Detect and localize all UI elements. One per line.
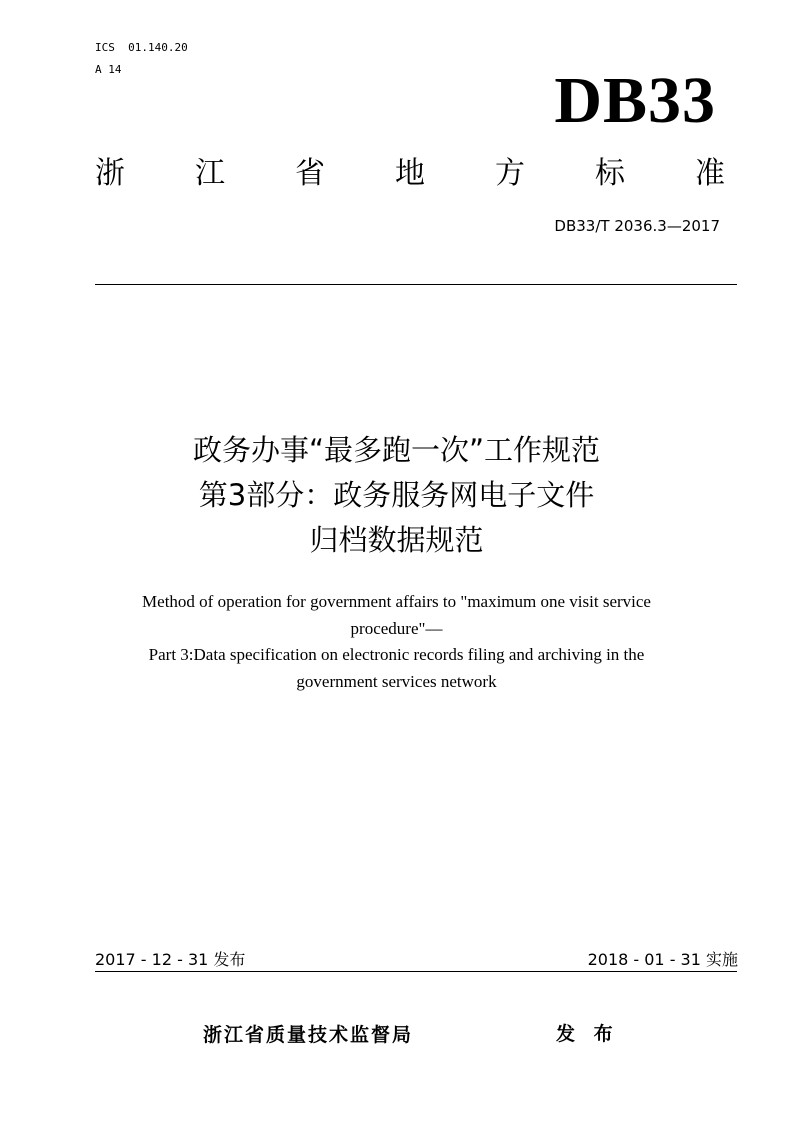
bottom-divider [95,971,737,972]
standard-type-char: 省 [295,156,325,191]
issue-label: 发 布 [556,1023,619,1045]
implementation-date: 2018 - 01 - 31 实施 [587,950,738,969]
ics-code: ICS 01.140.20 [95,41,188,54]
title-line-2: 第3部分：政务服务网电子文件 [198,478,595,512]
standard-code: DB33/T 2036.3—2017 [554,217,720,235]
classification-code: A 14 [95,63,122,76]
issue-date: 2017 - 12 - 31 发布 [95,950,246,969]
standard-type-char: 地 [395,156,425,191]
english-title-line-4: government services network [296,672,497,691]
standard-type-char: 江 [195,156,225,191]
english-title-line-2: procedure"— [350,619,443,638]
english-title-line-1: Method of operation for government affairs to "maximum one visit service [142,592,651,611]
top-divider [95,284,737,285]
standard-type-char: 标 [595,156,625,191]
standard-type-char: 浙 [95,156,125,191]
db33-logo: DB33 [554,64,716,137]
english-title-line-3: Part 3:Data specification on electronic records filing and archiving in the [148,645,645,664]
standard-type-heading [95,154,725,194]
title-line-1: 政务办事“最多跑一次”工作规范 [192,433,601,467]
title-line-3: 归档数据规范 [309,523,484,557]
standard-type-char: 方 [495,156,525,191]
issuing-authority: 浙江省质量技术监督局 [203,1024,414,1046]
standard-type-char: 准 [695,156,725,191]
